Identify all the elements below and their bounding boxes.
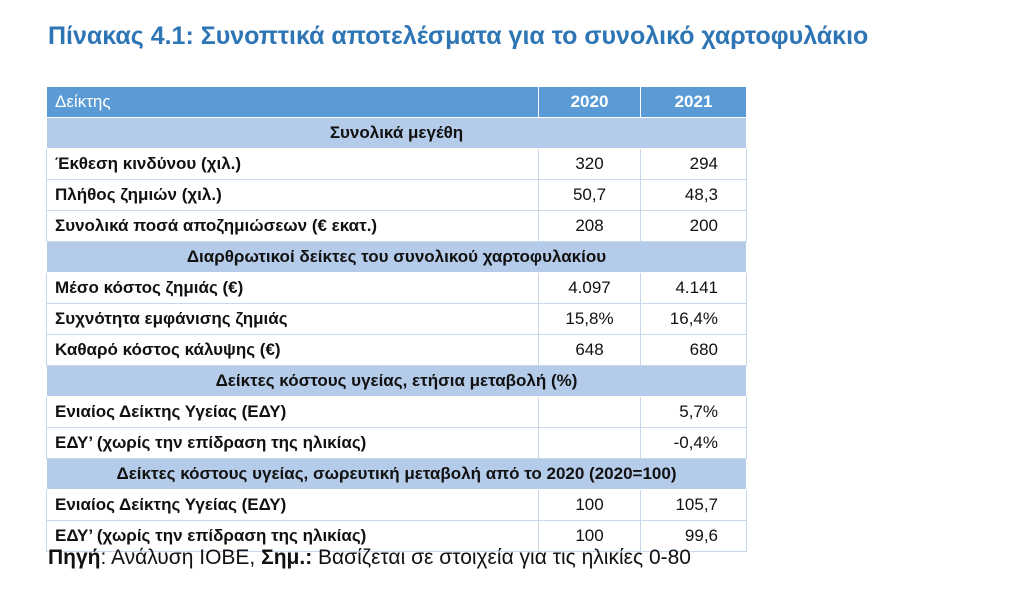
table-row — [47, 397, 747, 428]
table-row — [47, 428, 747, 459]
cell-2021: 48,3 — [641, 180, 747, 211]
table-row — [47, 304, 747, 335]
table-row — [47, 273, 747, 304]
table-row — [47, 211, 747, 242]
row-label: Πλήθος ζημιών (χιλ.) — [47, 180, 539, 211]
table-row — [47, 180, 747, 211]
row-label: Ενιαίος Δείκτης Υγείας (ΕΔΥ) — [47, 490, 539, 521]
row-label: Ενιαίος Δείκτης Υγείας (ΕΔΥ) — [47, 397, 539, 428]
cell-2020 — [539, 397, 641, 428]
source-label: Πηγή — [48, 546, 101, 569]
cell-2021: 680 — [641, 335, 747, 366]
cell-2020: 15,8% — [539, 304, 641, 335]
section-label: Δείκτες κόστους υγείας, σωρευτική μεταβολή από το 2020 (2020=100) — [47, 459, 747, 490]
row-label: Μέσο κόστος ζημιάς (€) — [47, 273, 539, 304]
header-2020: 2020 — [539, 87, 641, 118]
cell-2021: 99,6 — [641, 521, 747, 552]
page-title: Πίνακας 4.1: Συνοπτικά αποτελέσματα για το συνολικό χαρτοφυλάκιο — [48, 22, 869, 50]
cell-2021: 5,7% — [641, 397, 747, 428]
section-row — [47, 366, 747, 397]
table-row — [47, 149, 747, 180]
cell-2020: 4.097 — [539, 273, 641, 304]
row-label: Καθαρό κόστος κάλυψης (€) — [47, 335, 539, 366]
row-label: Συχνότητα εμφάνισης ζημιάς — [47, 304, 539, 335]
section-label: Συνολικά μεγέθη — [47, 118, 747, 149]
section-row — [47, 118, 747, 149]
cell-2020: 320 — [539, 149, 641, 180]
cell-2020: 100 — [539, 521, 641, 552]
table-row — [47, 490, 747, 521]
row-label: Έκθεση κινδύνου (χιλ.) — [47, 149, 539, 180]
row-label: ΕΔΥ’ (χωρίς την επίδραση της ηλικίας) — [47, 428, 539, 459]
cell-2020: 648 — [539, 335, 641, 366]
cell-2021: -0,4% — [641, 428, 747, 459]
source-note — [48, 546, 691, 570]
cell-2021: 4.141 — [641, 273, 747, 304]
cell-2021: 16,4% — [641, 304, 747, 335]
cell-2021: 200 — [641, 211, 747, 242]
section-label: Δείκτες κόστους υγείας, ετήσια μεταβολή (%) — [47, 366, 747, 397]
header-indicator: Δείκτης — [47, 87, 539, 118]
cell-2021: 294 — [641, 149, 747, 180]
cell-2020: 100 — [539, 490, 641, 521]
cell-2020 — [539, 428, 641, 459]
cell-2021: 105,7 — [641, 490, 747, 521]
table-row — [47, 335, 747, 366]
note-label: Σημ.: — [261, 546, 313, 569]
section-label: Διαρθρωτικοί δείκτες του συνολικού χαρτοφυλακίου — [47, 242, 747, 273]
row-label: Συνολικά ποσά αποζημιώσεων (€ εκατ.) — [47, 211, 539, 242]
header-2021: 2021 — [641, 87, 747, 118]
row-label: ΕΔΥ’ (χωρίς την επίδραση της ηλικίας) — [47, 521, 539, 552]
table-header-row — [47, 87, 747, 118]
cell-2020: 50,7 — [539, 180, 641, 211]
section-row — [47, 242, 747, 273]
note-text: Βασίζεται σε στοιχεία για τις ηλικίες 0-80 — [312, 546, 691, 569]
summary-table — [46, 86, 747, 552]
section-row — [47, 459, 747, 490]
source-text: : Ανάλυση ΙΟΒΕ, — [100, 546, 262, 569]
cell-2020: 208 — [539, 211, 641, 242]
